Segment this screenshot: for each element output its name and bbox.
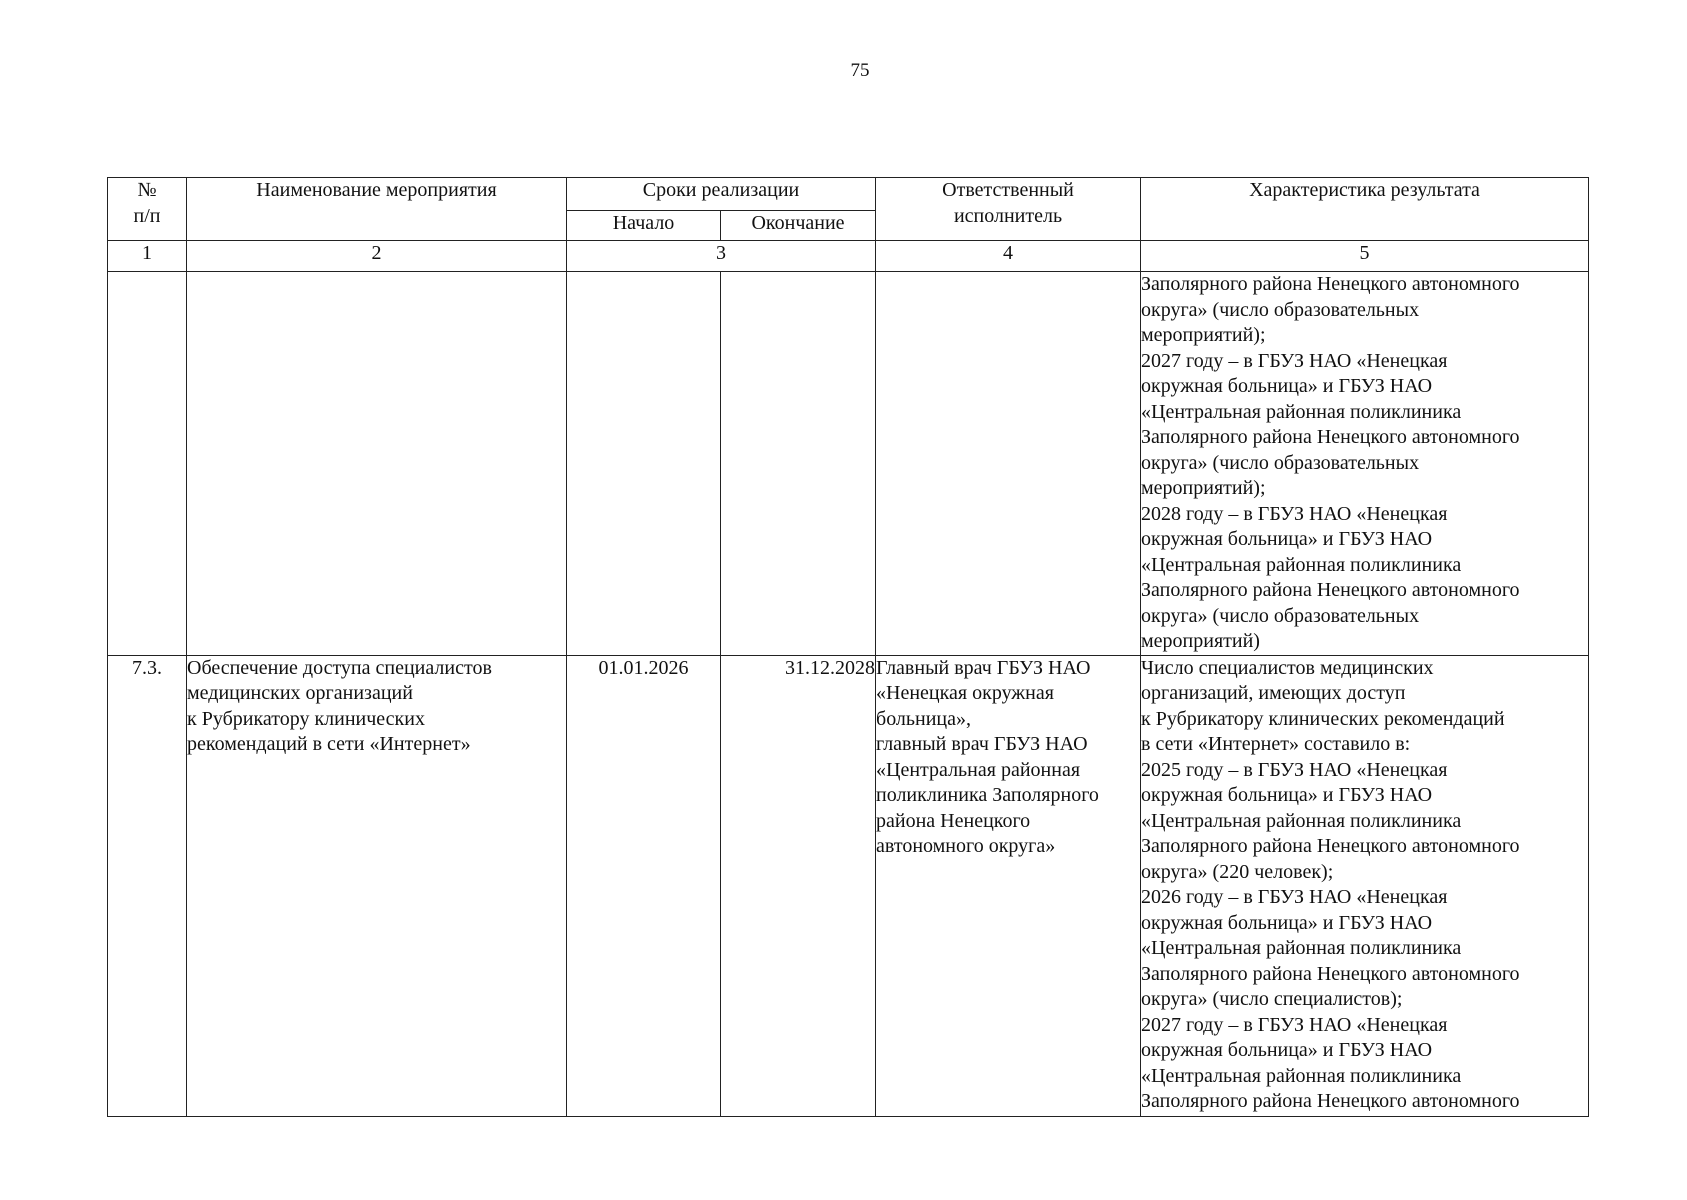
row-responsible [876,272,1141,656]
header-result: Характеристика результата [1141,178,1589,241]
column-number: 1 [108,241,187,272]
result-line: «Центральная районная поликлиника [1141,400,1462,423]
result-line: 2025 году – в ГБУЗ НАО «Ненецкая [1141,758,1448,781]
result-line: Заполярного района Ненецкого автономного [1141,835,1520,857]
result-line: организаций, имеющих доступ [1141,682,1406,704]
result-line: окружная больница» и ГБУЗ НАО [1141,528,1433,550]
result-line: «Центральная районная поликлиника [1141,553,1462,576]
row-name [187,272,567,656]
row-start: 01.01.2026 [567,655,721,1116]
result-line: 2027 году – в ГБУЗ НАО «Ненецкая [1141,1013,1448,1036]
result-line: мероприятий); [1141,324,1266,346]
header-responsible-line: Ответственный [942,179,1074,201]
result-line: 2028 году – в ГБУЗ НАО «Ненецкая [1141,502,1448,525]
result-line: окружная больница» и ГБУЗ НАО [1141,911,1433,934]
result-line: Заполярного района Ненецкого автономного [1141,579,1520,601]
result-line: Заполярного района Ненецкого автономного [1141,426,1520,448]
result-line: окружная больница» и ГБУЗ НАО [1141,375,1433,397]
header-responsible-line: исполнитель [953,204,1063,227]
row-result [1141,272,1589,656]
result-line: «Центральная районная поликлиника [1141,809,1462,832]
result-line: 2026 году – в ГБУЗ НАО «Ненецкая [1141,886,1448,908]
column-number-row [108,241,1589,272]
result-line: округа» (число образовательных [1141,451,1420,474]
column-number: 2 [187,241,567,272]
name-line: рекомендаций в сети «Интернет» [187,733,471,755]
header-row-1 [108,178,1589,211]
result-line: Заполярного района Ненецкого автономного [1141,273,1520,295]
page-number: 75 [850,60,870,81]
header-num-line: п/п [133,204,161,227]
column-number: 5 [1141,241,1589,272]
result-line: «Центральная районная поликлиника [1141,1064,1462,1087]
name-line: Обеспечение доступа специалистов [187,656,492,679]
result-line: окружная больница» и ГБУЗ НАО [1141,1039,1433,1061]
result-line: округа» (число образовательных [1141,298,1420,321]
result-line: Число специалистов медицинских [1141,656,1434,679]
header-start: Начало [567,211,721,241]
row-num: 7.3. [108,655,187,1116]
responsible-line: района Ненецкого [876,809,1031,832]
responsible-line: автономного округа» [876,835,1056,857]
result-line: округа» (число специалистов); [1141,988,1403,1010]
result-line: «Центральная районная поликлиника [1141,937,1462,959]
responsible-line: «Центральная районная [876,758,1081,781]
result-line: мероприятий); [1141,477,1266,499]
header-responsible [876,178,1141,241]
responsible-line: «Ненецкая окружная [876,682,1054,704]
row-result [1141,655,1589,1116]
result-line: в сети «Интернет» составило в: [1141,733,1411,755]
header-period: Сроки реализации [567,178,876,211]
result-line: Заполярного района Ненецкого автономного [1141,962,1520,985]
row-start [567,272,721,656]
result-line: округа» (220 человек); [1141,860,1334,883]
result-line: к Рубрикатору клинических рекомендаций [1141,707,1505,730]
responsible-line: главный врач ГБУЗ НАО [876,733,1088,755]
activities-table [107,177,1589,1117]
responsible-line: больница», [876,707,972,730]
column-number: 3 [567,241,876,272]
responsible-line: Главный врач ГБУЗ НАО [876,656,1091,679]
header-num [108,178,187,241]
name-line: к Рубрикатору клинических [187,707,425,730]
responsible-line: поликлиника Заполярного [876,784,1099,806]
column-number: 4 [876,241,1141,272]
header-num-line: № [137,179,157,201]
row-name [187,655,567,1116]
table-row [108,655,1589,1116]
header-end: Окончание [721,211,876,241]
result-line: округа» (число образовательных [1141,604,1420,627]
result-line: окружная больница» и ГБУЗ НАО [1141,784,1433,806]
name-line: медицинских организаций [187,682,413,704]
row-responsible [876,655,1141,1116]
result-line: Заполярного района Ненецкого автономного [1141,1090,1520,1112]
row-end [721,272,876,656]
result-line: мероприятий) [1141,630,1260,652]
table-row [108,272,1589,656]
result-line: 2027 году – в ГБУЗ НАО «Ненецкая [1141,349,1448,372]
row-num [108,272,187,656]
row-end: 31.12.2028 [721,655,876,1116]
header-name: Наименование мероприятия [187,178,567,241]
